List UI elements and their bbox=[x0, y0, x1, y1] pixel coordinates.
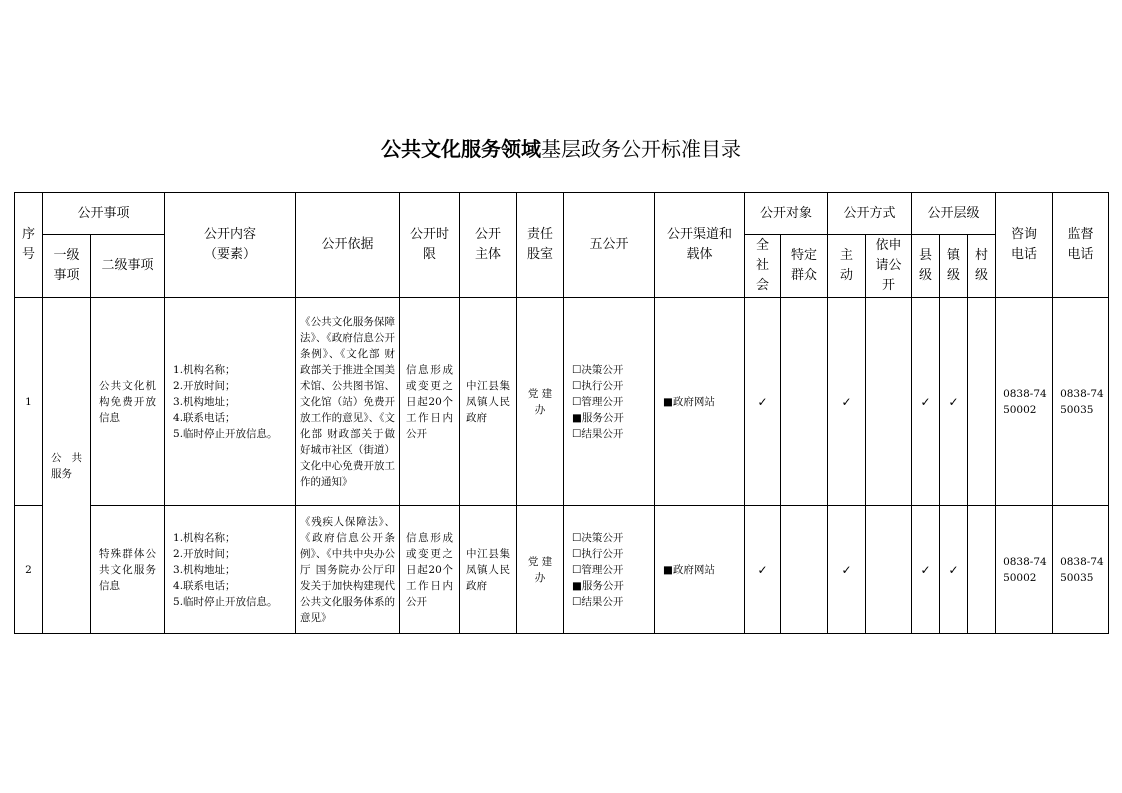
catalog-table bbox=[14, 192, 1109, 634]
header-channel: 公开渠道和 载体 bbox=[655, 193, 745, 298]
row-five: ☐决策公开 ☐执行公开 ☐管理公开 ■服务公开 ☐结果公开 bbox=[564, 298, 655, 506]
row-consult: 0838-74 50002 bbox=[996, 298, 1053, 506]
row-level2: 特殊群体公共文化服务信息 bbox=[91, 506, 165, 634]
row-active: ✓ bbox=[828, 506, 866, 634]
row-content: 1.机构名称； 2.开放时间； 3.机构地址； 4.联系电话； 5.临时停止开放信息。 bbox=[165, 506, 296, 634]
level1-cell: 公 共 服务 bbox=[43, 298, 91, 634]
table-row bbox=[15, 298, 1109, 506]
header-on-request: 依申 请公 开 bbox=[866, 235, 912, 298]
row-on-request bbox=[866, 298, 912, 506]
row-channel: ■政府网站 bbox=[655, 506, 745, 634]
row-subject: 中江县集凤镇人民政府 bbox=[460, 298, 517, 506]
header-time: 公开时 限 bbox=[400, 193, 460, 298]
row-time: 信息形成或变更之日起20个工作日内公开 bbox=[400, 506, 460, 634]
row-village bbox=[968, 506, 996, 634]
row-all-society: ✓ bbox=[745, 506, 781, 634]
row-basis: 《公共文化服务保障法》、《政府信息公开条例》、《文化部 财政部关于推进全国美术馆、公共图书馆、文化馆（站）免费开放工作的意见》、《文化部 财政部关于做好城市社区（街道）文化中心免费开放工作的通知》 bbox=[296, 298, 400, 506]
row-active: ✓ bbox=[828, 298, 866, 506]
row-consult: 0838-74 50002 bbox=[996, 506, 1053, 634]
row-supervise: 0838-74 50035 bbox=[1053, 298, 1109, 506]
row-channel: ■政府网站 bbox=[655, 298, 745, 506]
header-all-society: 全 社 会 bbox=[745, 235, 781, 298]
header-town: 镇 级 bbox=[940, 235, 968, 298]
header-basis: 公开依据 bbox=[296, 193, 400, 298]
row-five: ☐决策公开 ☐执行公开 ☐管理公开 ■服务公开 ☐结果公开 bbox=[564, 506, 655, 634]
row-seq: 1 bbox=[15, 298, 43, 506]
header-method: 公开方式 bbox=[828, 193, 912, 235]
page-title: 公共文化服务领域基层政务公开标准目录 bbox=[381, 137, 741, 161]
header-office: 责任 股室 bbox=[517, 193, 564, 298]
row-town: ✓ bbox=[940, 298, 968, 506]
header-five: 五公开 bbox=[564, 193, 655, 298]
header-level2: 二级事项 bbox=[91, 235, 165, 298]
row-office: 党 建办 bbox=[517, 506, 564, 634]
row-village bbox=[968, 298, 996, 506]
row-content: 1.机构名称； 2.开放时间； 3.机构地址； 4.联系电话； 5.临时停止开放信息。 bbox=[165, 298, 296, 506]
row-all-society: ✓ bbox=[745, 298, 781, 506]
row-specific bbox=[781, 298, 828, 506]
table-row bbox=[15, 506, 1109, 634]
row-town: ✓ bbox=[940, 506, 968, 634]
header-consult: 咨询 电话 bbox=[996, 193, 1053, 298]
header-county: 县 级 bbox=[912, 235, 940, 298]
row-specific bbox=[781, 506, 828, 634]
row-county: ✓ bbox=[912, 298, 940, 506]
row-subject: 中江县集凤镇人民政府 bbox=[460, 506, 517, 634]
header-audience: 公开对象 bbox=[745, 193, 828, 235]
header-specific: 特定 群众 bbox=[781, 235, 828, 298]
row-seq: 2 bbox=[15, 506, 43, 634]
row-on-request bbox=[866, 506, 912, 634]
row-time: 信息形成或变更之日起20个工作日内公开 bbox=[400, 298, 460, 506]
header-items: 公开事项 bbox=[43, 193, 165, 235]
header-row-1 bbox=[15, 193, 1109, 235]
row-basis: 《残疾人保障法》、《政府信息公开条例》、《中共中央办公厅 国务院办公厅印发关于加快构建现代公共文化服务体系的意见》 bbox=[296, 506, 400, 634]
row-office: 党 建办 bbox=[517, 298, 564, 506]
header-supervise: 监督 电话 bbox=[1053, 193, 1109, 298]
header-content: 公开内容 （要素） bbox=[165, 193, 296, 298]
header-level1: 一级 事项 bbox=[43, 235, 91, 298]
row-level2: 公共文化机构免费开放信息 bbox=[91, 298, 165, 506]
header-village: 村 级 bbox=[968, 235, 996, 298]
row-county: ✓ bbox=[912, 506, 940, 634]
row-supervise: 0838-74 50035 bbox=[1053, 506, 1109, 634]
header-active: 主 动 bbox=[828, 235, 866, 298]
header-seq: 序 号 bbox=[15, 193, 43, 298]
header-scope: 公开层级 bbox=[912, 193, 996, 235]
header-subject: 公开 主体 bbox=[460, 193, 517, 298]
